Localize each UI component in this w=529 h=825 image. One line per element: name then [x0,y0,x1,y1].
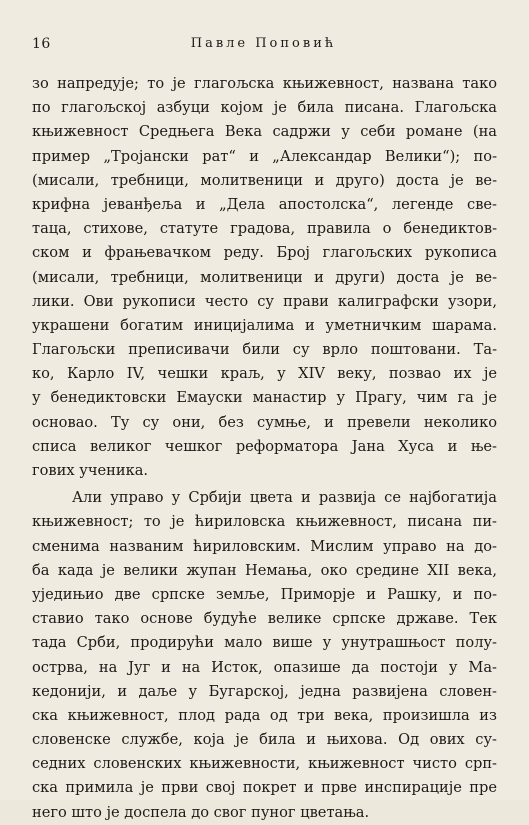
text-line: основао. Ту су они, без сумње, и превели неколико [32,413,497,431]
text-line: ба када је велики жупан Немања, око средине XII века, [32,561,497,579]
text-line: у бенедиктовски Емауски манастир у Прагу, чим га је [32,389,497,407]
text-line: ска књижевност, плод рада од три века, произишла из [32,706,497,724]
text-line: списа великог чешког реформатора Јана Хуса и ње- [32,437,497,455]
text-line: гових ученика. [32,462,149,479]
text-line: таца, стихове, статуте градова, правила о бенедиктов- [32,220,497,238]
text-line: словенске службе, која је била и њихова. Од ових су- [32,731,497,749]
text-line: пример „Тројански рат“ и „Александар Велики“); по- [32,147,497,165]
text-line: уједињио две српске земље, Приморје и Рашку, и по- [32,585,497,603]
text-line: књижевност; то је ћириловска књижевност, писана пи- [32,513,497,531]
text-line: ставио тако основе будуће велике српске државе. Тек [32,610,497,628]
text-line: седних словенских књижевности, књижевност чисто срп- [32,755,497,773]
text-line: по глагољској азбуци којом је била писана. Глагољска [32,99,497,117]
paragraph-2 [32,486,497,825]
running-head: Павле Поповић [190,36,337,51]
text-line: (мисали, требници, молитвеници и друго) доста је ве- [32,171,497,189]
text-line: ска примила је први свој покрет и прве инспирације пре [32,779,497,797]
text-line: кедонији, и даље у Бугарској, једна развијена словен- [32,682,497,700]
text-line: крифна јеванђеља и „Дела апостолска“, легенде све- [32,195,497,213]
text-line: Али управо у Србији цвета и развија се најбогатија [72,489,497,507]
text-line: сменима названим ћириловским. Мислим управо на до- [32,537,497,555]
paragraph-1 [32,72,497,483]
page-number: 16 [32,36,51,52]
text-line: Глагољски преписивачи били су врло поштовани. Та- [32,341,497,359]
body-text [32,72,497,825]
text-line: ко, Карло IV, чешки краљ, у XIV веку, позвао их је [32,365,497,383]
text-line: тада Срби, продирући мало више у унутрашњост полу- [32,634,497,652]
page-header [32,36,495,56]
text-line: (мисали, требници, молитвеници и други) доста је ве- [32,268,497,286]
text-line: украшени богатим иницијалима и уметничким шарама. [32,316,497,334]
text-line: зо напредује; то је глагољска књижевност, названа тако [32,75,497,92]
text-line: ском и фрањевачком реду. Број глагољских рукописа [32,244,497,262]
text-line: острва, на Југ и на Исток, опазише да постоји у Ма- [32,658,497,676]
text-line: књижевност Средњега Века садржи у себи романе (на [32,123,497,141]
text-line: него што је доспела до свог пуног цветања. [32,803,370,821]
text-line: лики. Ови рукописи често су прави калиграфски узори, [32,292,497,310]
